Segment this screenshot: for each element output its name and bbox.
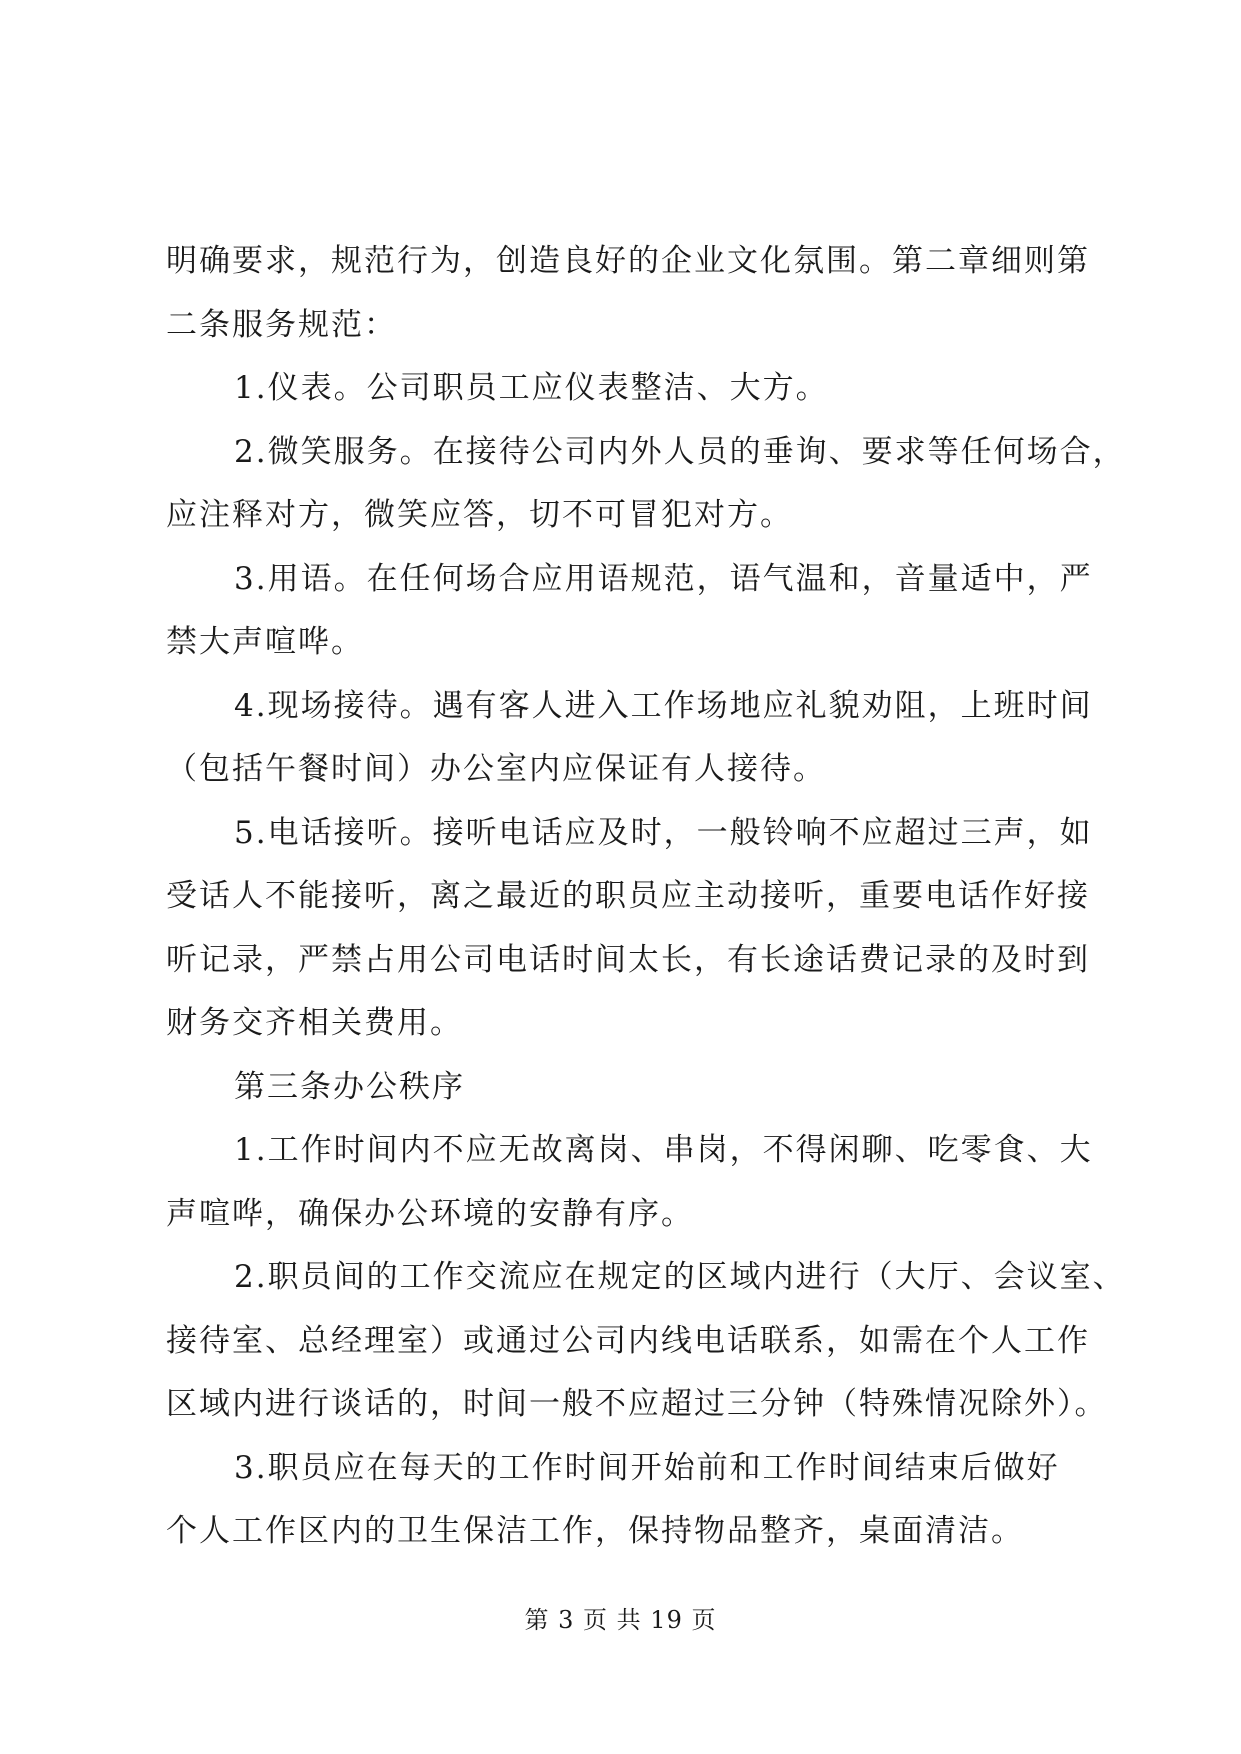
text-line: 5.电话接听。接听电话应及时，一般铃响不应超过三声，如 bbox=[234, 814, 1093, 851]
paragraph bbox=[166, 675, 1093, 802]
text-line: 财务交齐相关费用。 bbox=[166, 1005, 463, 1041]
paragraph bbox=[166, 548, 1093, 675]
paragraph bbox=[166, 1437, 1090, 1564]
text-line: 3.职员应在每天的工作时间开始前和工作时间结束后做好 bbox=[234, 1449, 1060, 1486]
paragraph bbox=[166, 1056, 1090, 1120]
text-line: 第三条办公秩序 bbox=[234, 1068, 465, 1105]
text-line: 声喧哗，确保办公环境的安静有序。 bbox=[166, 1195, 694, 1232]
text-line: 2.微笑服务。在接待公司内外人员的垂询、要求等任何场合， bbox=[234, 433, 1126, 470]
text-line: （包括午餐时间）办公室内应保证有人接待。 bbox=[166, 751, 826, 787]
text-line: 个人工作区内的卫生保洁工作，保持物品整齐，桌面清洁。 bbox=[166, 1513, 1024, 1549]
document-body bbox=[166, 230, 1126, 1564]
paragraph bbox=[166, 1246, 1126, 1437]
text-line: 受话人不能接听，离之最近的职员应主动接听，重要电话作好接 bbox=[166, 878, 1090, 914]
page-footer: 第 3 页 共 19 页 bbox=[524, 1606, 717, 1634]
paragraph bbox=[166, 802, 1093, 1056]
text-line: 1.仪表。公司职员工应仪表整洁、大方。 bbox=[234, 370, 829, 406]
text-line: 应注释对方，微笑应答，切不可冒犯对方。 bbox=[166, 497, 793, 533]
paragraph bbox=[166, 421, 1126, 548]
paragraph bbox=[166, 230, 1090, 357]
text-line: 区域内进行谈话的，时间一般不应超过三分钟（特殊情况除外）。 bbox=[166, 1386, 1108, 1422]
text-line: 二条服务规范： bbox=[166, 306, 397, 343]
text-line: 听记录，严禁占用公司电话时间太长，有长途话费记录的及时到 bbox=[166, 941, 1090, 978]
text-line: 禁大声喧哗。 bbox=[166, 624, 364, 660]
text-line: 3.用语。在任何场合应用语规范，语气温和，音量适中，严 bbox=[234, 560, 1093, 597]
text-line: 明确要求，规范行为，创造良好的企业文化氛围。第二章细则第 bbox=[166, 243, 1090, 279]
paragraph bbox=[166, 1119, 1093, 1246]
text-line: 接待室、总经理室）或通过公司内线电话联系，如需在个人工作 bbox=[166, 1322, 1090, 1359]
text-line: 1.工作时间内不应无故离岗、串岗，不得闲聊、吃零食、大 bbox=[234, 1132, 1093, 1168]
text-line: 4.现场接待。遇有客人进入工作场地应礼貌劝阻，上班时间 bbox=[234, 687, 1093, 724]
text-line: 2.职员间的工作交流应在规定的区域内进行（大厅、会议室、 bbox=[234, 1259, 1126, 1295]
paragraph bbox=[166, 357, 1090, 421]
